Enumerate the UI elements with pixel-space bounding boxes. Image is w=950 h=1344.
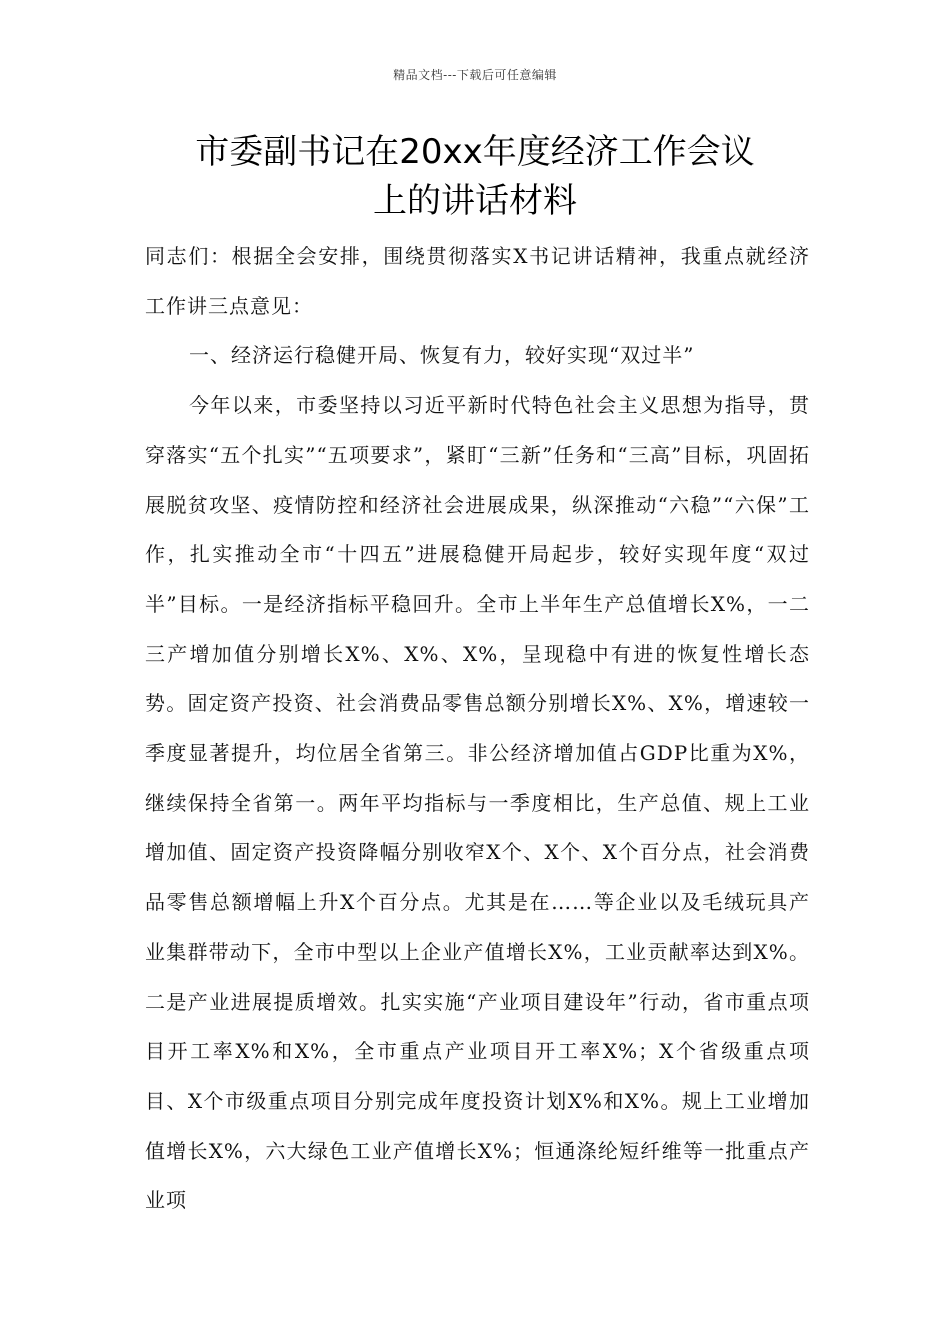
document-title [60, 128, 890, 226]
title-line-1: 市委副书记在20xx年度经济工作会议 [195, 132, 755, 172]
section-heading: 一、经济运行稳健开局、恢复有力，较好实现“双过半” [189, 343, 695, 368]
document-body [145, 232, 810, 1226]
page-header: 精品文档---下载后可任意编辑 [393, 68, 557, 82]
title-line-2: 上的讲话材料 [373, 181, 577, 221]
greeting-paragraph: 同志们：根据全会安排，围绕贯彻落实X书记讲话精神，我重点就经济工作讲三点意见： [145, 244, 810, 318]
body-paragraph: 今年以来，市委坚持以习近平新时代特色社会主义思想为指导，贯穿落实“五个扎实”“五项要求”，紧盯“三新”任务和“三高”目标，巩固拓展脱贫攻坚、疫情防控和经济社会进展成果，纵深推动“六稳”“六保”工作，扎实推动全市“十四五”进展稳健开局起步，较好实现年度“双过半”目标。一是经济指标平稳回升。全市上半年生产总值增长X%，一二三产增加值分别增长X%、X%、X%，呈现稳中有进的恢复性增长态势。固定资产投资、社会消费品零售总额分别增长X%、X%，增速较一季度显著提升，均位居全省第三。非公经济增加值占GDP比重为X%，继续保持全省第一。两年平均指标与一季度相比，生产总值、规上工业增加值、固定资产投资降幅分别收窄X个、X个、X个百分点，社会消费品零售总额增幅上升X个百分点。尤其是在……等企业以及毛绒玩具产业集群带动下，全市中型以上企业产值增长X%，工业贡献率达到X%。二是产业进展提质增效。扎实实施“产业项目建设年”行动，省市重点项目开工率X%和X%，全市重点产业项目开工率X%；X个省级重点项目、X个市级重点项目分别完成年度投资计划X%和X%。规上工业增加值增长X%，六大绿色工业产值增长X%；恒通涤纶短纤维等一批重点产业项 [145, 393, 810, 1213]
